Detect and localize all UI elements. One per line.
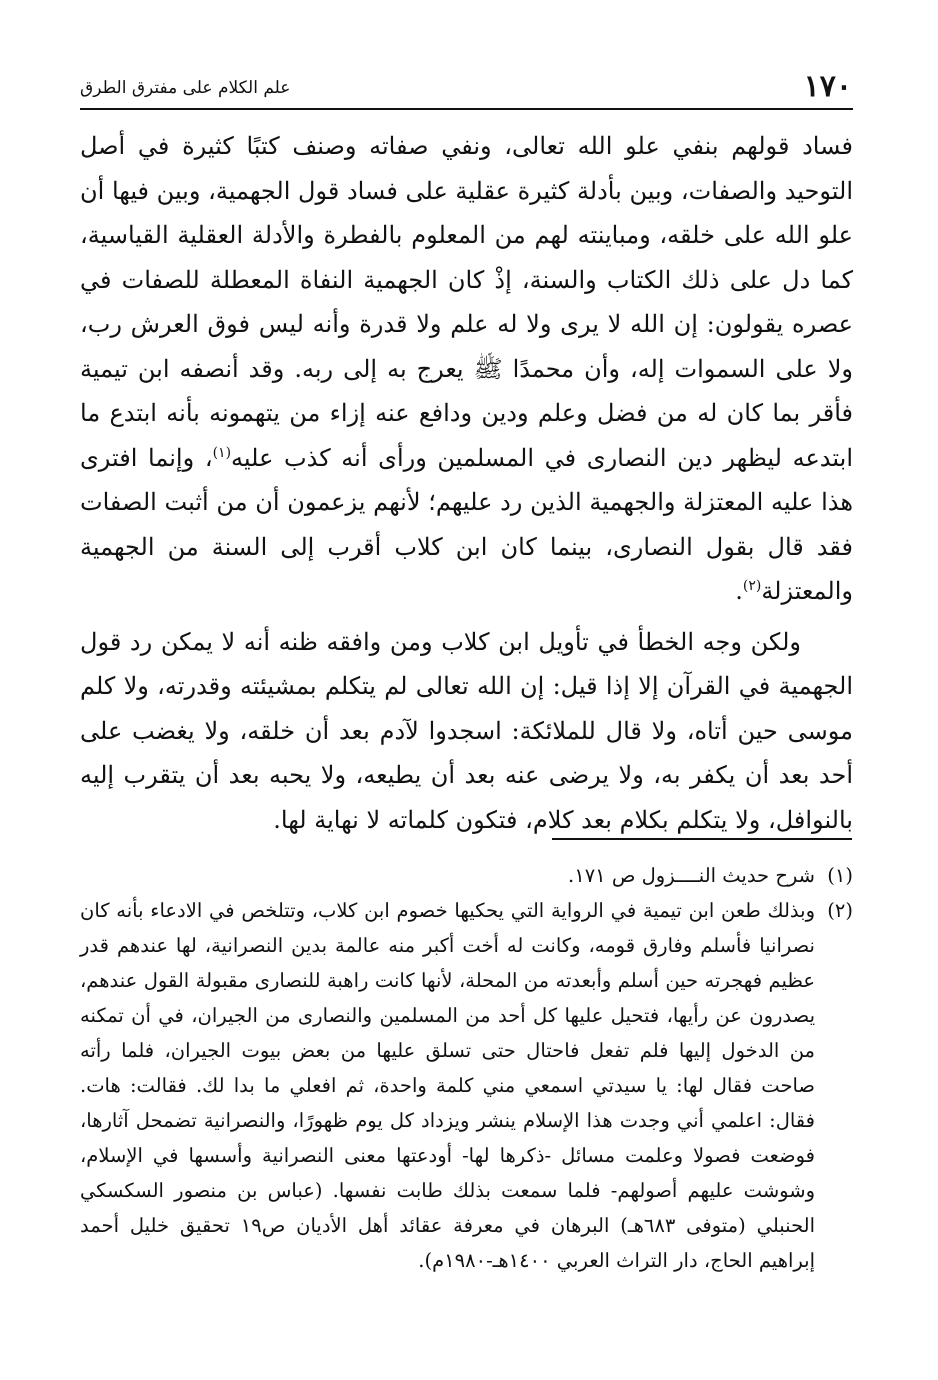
footnote-number: (١) [827,864,853,887]
footnote-separator [552,838,852,840]
footnote-ref-1[interactable]: (١) [212,444,232,461]
paragraph-1-end: . [735,577,743,605]
footnotes [80,858,853,1278]
main-text [80,124,853,842]
page-header [80,66,852,106]
footnote-text: شرح حديث النــــزول ص ١٧١. [568,864,815,887]
footnote-text: وبذلك طعن ابن تيمية في الرواية التي يحكيها خصوم ابن كلاب، وتتلخص في الادعاء بأنه كان نصرانيا فأسلم وفارق قومه، وكانت له أخت أكبر منه عالمة بدين النصرانية، لها عندهم قدر عظيم فهجرته حين أسلم وأبعدته من المحلة، لأنها كانت راهبة للنصارى مقبولة القول عندهم، يصدرون عن رأيها، فتحيل عليها كل أحد من المسلمين والنصارى من الجيران، في أن تمكنه من الدخول إليها فلم تفعل فاحتال حتى تسلق عليها من بعض بيوت الجيران، فلما رأته صاحت فقال لها: يا سيدتي اسمعي مني كلمة واحدة، ثم افعلي ما بدا لك. فقالت: هات. فقال: اعلمي أني وجدت هذا الإسلام ينشر ويزداد كل يوم ظهورًا، والنصرانية تضمحل آثارها، فوضعت فصولا وعلمت مسائل -ذكرها لها- أودعتها معنى النصرانية وأسسها في الإسلام، وشوشت عليهم أصولهم- فلما سمعت بذلك طابت نفسها. (عباس بن منصور السكسكي الحنبلي (متوفى ٦٨٣هـ) البرهان في معرفة عقائد أهل الأديان ص١٩ تحقيق خليل أحمد إبراهيم الحاج، دار التراث العربي ١٤٠٠هـ-١٩٨٠م). [80,899,816,1272]
paragraph-1 [80,124,853,614]
running-title: علم الكلام على مفترق الطرق [80,78,291,98]
header-rule [80,108,853,110]
paragraph-1-part-1: فساد قولهم بنفي علو الله تعالى، ونفي صفاته وصنف كتبًا كثيرة في أصل التوحيد والصفات، وبين بأدلة كثيرة عقلية على فساد قول الجهمية، وبين فيها أن علو الله على خلقه، ومباينته لهم من المعلوم بالفطرة والأدلة العقلية القياسية، كما دل على ذلك الكتاب والسنة، إذْ كان الجهمية النفاة المعطلة للصفات في عصره يقولون: إن الله لا يرى ولا له علم ولا قدرة وأنه ليس فوق العرش رب، ولا على السموات إله، وأن محمدًا ﷺ يعرج به إلى ربه. وقد أنصفه ابن تيمية فأقر بما كان له من فضل وعلم ودين ودافع عنه إزاء من يتهمونه بأنه ابتدع ما ابتدعه ليظهر دين النصارى في المسلمين ورأى أنه كذب عليه [80,132,854,472]
footnote-1 [80,858,853,893]
page-number: ١٧٠ [803,69,852,104]
footnote-ref-2[interactable]: (٢) [742,578,762,594]
footnote-number: (٢) [827,899,853,922]
paragraph-1-part-2: ، وإنما افترى هذا عليه المعتزلة والجهمية الذين رد عليهم؛ لأنهم يزعمون أن من أثبت الصفات فقد قال بقول النصارى، بينما كان ابن كلاب أقرب إلى السنة من الجهمية والمعتزلة [80,443,853,605]
footnote-2 [80,893,853,1278]
paragraph-2: ولكن وجه الخطأ في تأويل ابن كلاب ومن وافقه ظنه أنه لا يمكن رد قول الجهمية في القرآن إلا إذا قيل: إن الله تعالى لم يتكلم بمشيئته وقدرته، ولا كلم موسى حين أتاه، ولا قال للملائكة: اسجدوا لآدم بعد أن خلقه، ولا يغضب على أحد بعد أن يكفر به، ولا يرضى عنه بعد أن يطيعه، ولا يحبه بعد أن يتقرب إليه بالنوافل، ولا يتكلم بكلام بعد كلام، فتكون كلماته لا نهاية لها. [80,627,853,834]
